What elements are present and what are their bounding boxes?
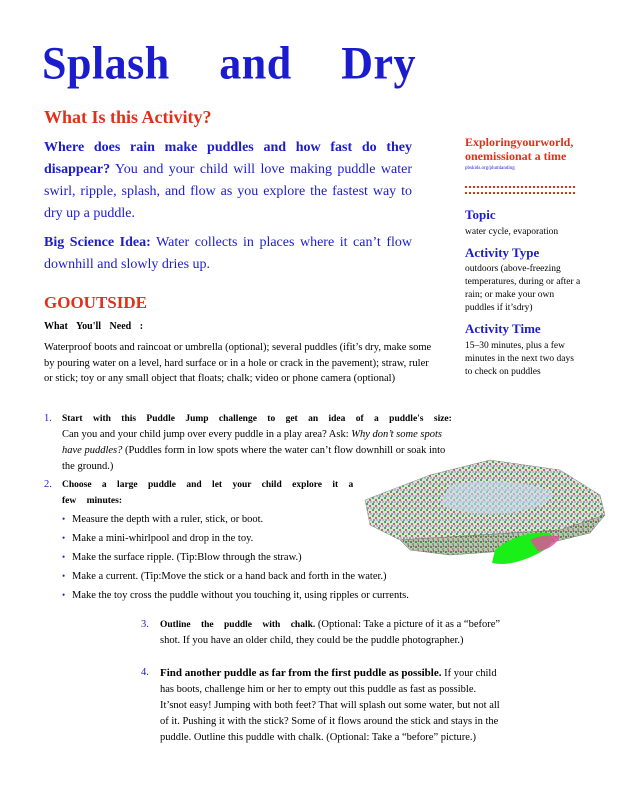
- step-lead: Outline the puddle with chalk.: [160, 620, 316, 630]
- intro-question: Where does rain make puddles and how fast do they disappear?: [44, 140, 412, 177]
- step-number: 1.: [44, 413, 52, 424]
- list-item: • Make the toy cross the puddle without you touching it, using ripples or currents.: [62, 586, 482, 605]
- step-text: If your child has boots, challenge him or her to empty out this puddle as fast as possible. It’snot easy! Jumping with both feet? That will splash out some water, but not all of it. Pushing it with the stick? Some of it flows around the stick and stays in the puddle. Outline this puddle with chalk. (Optional: Take a “before” picture.): [160, 668, 500, 743]
- step-4: [141, 665, 501, 746]
- list-item: • Make a current. (Tip:Move the stick or a hand back and forth in the water.): [62, 567, 482, 586]
- topic-heading: Topic: [465, 207, 496, 222]
- intro-text: You and your child will love making puddle water swirl, ripple, splash, and flow as you explore the fastest way to dry up a puddle.: [44, 162, 412, 221]
- activity-type-text: outdoors (above-freezing temperatures, during or after a rain; or make your own puddles if it’sdry): [465, 264, 581, 313]
- step-lead: Start with this Puddle Jump challenge to get an idea of a puddle's size:: [62, 414, 452, 424]
- list-item: • Measure the depth with a ruler, stick, or boot.: [62, 510, 482, 529]
- step-text: Can you and your child jump over every puddle in a play area? Ask: Why don’t some spots have puddles? (Puddles form in low spots where the water can’t flow downhill or soak into the ground.): [62, 429, 446, 472]
- topic-text: water cycle, evaporation: [465, 227, 559, 237]
- sidebar-divider: [465, 186, 575, 194]
- science-text: Water collects in places where it can’t flow downhill and slowly dries up.: [44, 235, 412, 272]
- activity-time-text: 15–30 minutes, plus a few minutes in the next two days to check on puddles: [465, 341, 574, 377]
- sidebar-tagline: Exploringyourworld, onemissionat a time: [465, 135, 574, 163]
- section-heading-go-outside: GOOUTSIDE: [44, 293, 147, 312]
- page-title: Splash and Dry: [42, 37, 417, 90]
- puddle-illustration: [360, 455, 610, 575]
- step-text: (Optional: Take a picture of it as a “before” shot. If you have an older child, they could be the puddle photographer.): [160, 619, 501, 646]
- step-2: [44, 477, 364, 509]
- big-science-idea: [44, 232, 412, 276]
- step-lead: Choose a large puddle and let your child explore it a few minutes:: [62, 480, 354, 506]
- step-number: 3.: [141, 619, 149, 630]
- activity-type-heading: Activity Type: [465, 245, 540, 260]
- step-number: 4.: [141, 667, 149, 678]
- need-heading: What You'll Need :: [44, 321, 144, 332]
- activity-time-heading: Activity Time: [465, 321, 541, 336]
- step-3: [141, 617, 501, 649]
- intro-paragraph: [44, 137, 412, 225]
- step-lead: Find another puddle as far from the first puddle as possible.: [160, 667, 442, 679]
- section-heading-what: What Is this Activity?: [44, 107, 212, 127]
- list-item: • Make a mini-whirlpool and drop in the toy.: [62, 529, 482, 548]
- need-materials: Waterproof boots and raincoat or umbrella (optional); several puddles (ifit’s dry, make some by pouring water on a level, hard surface or in a hole or crack in the pavement); straw, ruler or stick; toy or any small object that floats; chalk; video or phone camera (optional): [44, 342, 432, 384]
- step-question: Why don’t some spots have puddles?: [62, 429, 442, 456]
- list-item: • Make the surface ripple. (Tip:Blow through the straw.): [62, 548, 482, 567]
- science-label: Big Science Idea:: [44, 235, 151, 250]
- step-number: 2.: [44, 479, 52, 490]
- sidebar-url[interactable]: pbskids.org/plumlanding: [465, 166, 515, 171]
